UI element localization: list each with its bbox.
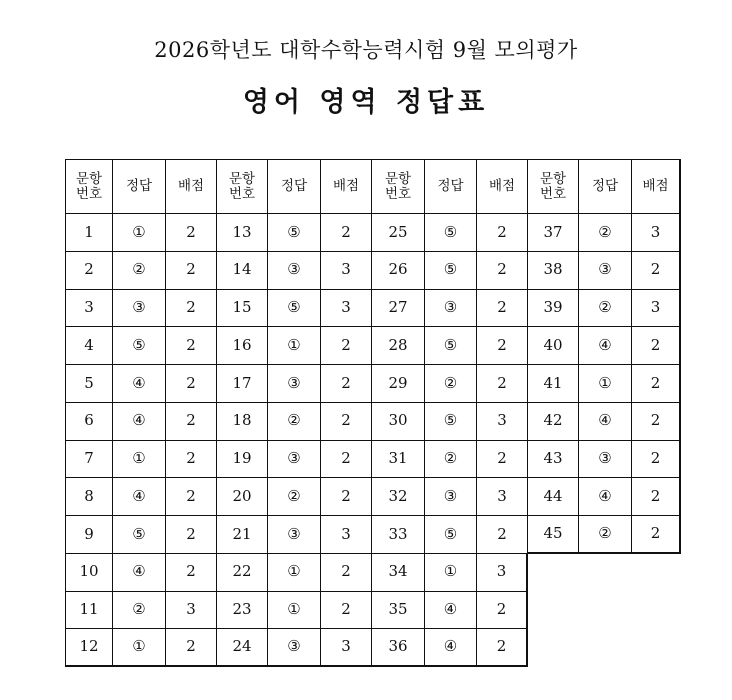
- cell-question-number: 14: [217, 252, 268, 290]
- cell-points: 3: [321, 252, 372, 290]
- cell-question-number: 34: [372, 554, 425, 592]
- cell-points: 2: [477, 214, 528, 252]
- cell-question-number: 41: [528, 365, 579, 403]
- cell-points: 2: [632, 403, 681, 441]
- cell-question-number: 15: [217, 290, 268, 328]
- cell-points: 2: [321, 478, 372, 516]
- cell-question-number: 1: [65, 214, 113, 252]
- cell-points: 2: [166, 629, 217, 667]
- cell-question-number: 31: [372, 441, 425, 479]
- cell-answer: ④: [425, 629, 477, 667]
- cell-answer: ①: [425, 554, 477, 592]
- cell-answer: ④: [113, 403, 166, 441]
- cell-question-number: 43: [528, 441, 579, 479]
- cell-answer: ⑤: [268, 290, 321, 328]
- cell-answer: ②: [579, 290, 632, 328]
- cell-question-number: 36: [372, 629, 425, 667]
- cell-points: 2: [166, 441, 217, 479]
- cell-question-number: 29: [372, 365, 425, 403]
- cell-question-number: 38: [528, 252, 579, 290]
- cell-points: 2: [477, 516, 528, 554]
- cell-points: 2: [321, 327, 372, 365]
- cell-answer: ④: [113, 478, 166, 516]
- cell-question-number: 16: [217, 327, 268, 365]
- page-title: 2026학년도 대학수학능력시험 9월 모의평가: [154, 38, 578, 62]
- cell-question-number: 32: [372, 478, 425, 516]
- cell-points: 2: [166, 403, 217, 441]
- cell-points: 2: [166, 478, 217, 516]
- header-answer: 정답: [425, 159, 477, 214]
- cell-answer: ②: [268, 403, 321, 441]
- cell-answer: ⑤: [425, 403, 477, 441]
- cell-question-number: 20: [217, 478, 268, 516]
- cell-points: 2: [632, 252, 681, 290]
- cell-question-number: 17: [217, 365, 268, 403]
- cell-points: 2: [321, 554, 372, 592]
- cell-answer: ③: [268, 629, 321, 667]
- header-question-number: 문항 번호: [372, 159, 425, 214]
- cell-question-number: 7: [65, 441, 113, 479]
- cell-answer: ⑤: [113, 327, 166, 365]
- cell-question-number: 26: [372, 252, 425, 290]
- page-subtitle: 영어 영역 정답표: [242, 87, 490, 118]
- cell-answer: ③: [268, 365, 321, 403]
- cell-question-number: 25: [372, 214, 425, 252]
- cell-answer: ⑤: [425, 252, 477, 290]
- cell-points: 3: [166, 592, 217, 630]
- header-answer: 정답: [579, 159, 632, 214]
- cell-answer: ⑤: [113, 516, 166, 554]
- cell-question-number: 35: [372, 592, 425, 630]
- cell-question-number: 45: [528, 516, 579, 554]
- cell-question-number: 30: [372, 403, 425, 441]
- cell-points: 3: [321, 629, 372, 667]
- cell-question-number: 18: [217, 403, 268, 441]
- cell-points: 2: [477, 629, 528, 667]
- cell-points: 2: [166, 252, 217, 290]
- cell-answer: ③: [579, 252, 632, 290]
- cell-points: 2: [632, 516, 681, 554]
- header-points: 배점: [632, 159, 681, 214]
- cell-question-number: 44: [528, 478, 579, 516]
- cell-answer: ④: [113, 554, 166, 592]
- cell-points: 2: [477, 290, 528, 328]
- cell-answer: ③: [579, 441, 632, 479]
- cell-answer: ②: [425, 365, 477, 403]
- cell-answer: ⑤: [425, 327, 477, 365]
- cell-answer: ⑤: [425, 516, 477, 554]
- cell-points: 2: [166, 554, 217, 592]
- cell-points: 2: [321, 365, 372, 403]
- cell-answer: ④: [425, 592, 477, 630]
- cell-question-number: 24: [217, 629, 268, 667]
- cell-answer: ②: [579, 516, 632, 554]
- cell-points: 2: [321, 403, 372, 441]
- cell-points: 2: [632, 365, 681, 403]
- cell-answer: ③: [425, 290, 477, 328]
- cell-question-number: 3: [65, 290, 113, 328]
- cell-answer: ③: [268, 441, 321, 479]
- cell-question-number: 11: [65, 592, 113, 630]
- cell-question-number: 6: [65, 403, 113, 441]
- cell-answer: ①: [113, 441, 166, 479]
- cell-points: 2: [477, 592, 528, 630]
- header-answer: 정답: [113, 159, 166, 214]
- cell-question-number: 4: [65, 327, 113, 365]
- cell-question-number: 23: [217, 592, 268, 630]
- cell-question-number: 13: [217, 214, 268, 252]
- cell-answer: ①: [268, 554, 321, 592]
- cell-question-number: 28: [372, 327, 425, 365]
- cell-question-number: 33: [372, 516, 425, 554]
- cell-question-number: 12: [65, 629, 113, 667]
- cell-points: 3: [321, 516, 372, 554]
- header-answer: 정답: [268, 159, 321, 214]
- cell-points: 3: [477, 478, 528, 516]
- cell-answer: ①: [268, 592, 321, 630]
- cell-points: 2: [632, 441, 681, 479]
- cell-points: 2: [477, 441, 528, 479]
- cell-answer: ②: [113, 592, 166, 630]
- cell-points: 2: [166, 290, 217, 328]
- cell-question-number: 27: [372, 290, 425, 328]
- cell-answer: ①: [113, 629, 166, 667]
- cell-question-number: 9: [65, 516, 113, 554]
- cell-points: 2: [166, 365, 217, 403]
- cell-points: 3: [632, 214, 681, 252]
- cell-answer: ①: [113, 214, 166, 252]
- cell-points: 2: [632, 327, 681, 365]
- cell-question-number: 40: [528, 327, 579, 365]
- cell-answer: ①: [268, 327, 321, 365]
- cell-answer: ③: [113, 290, 166, 328]
- cell-answer: ④: [579, 478, 632, 516]
- cell-points: 2: [166, 516, 217, 554]
- header-points: 배점: [166, 159, 217, 214]
- cell-points: 2: [166, 327, 217, 365]
- header-question-number: 문항 번호: [65, 159, 113, 214]
- cell-answer: ⑤: [425, 214, 477, 252]
- cell-answer: ②: [425, 441, 477, 479]
- cell-question-number: 39: [528, 290, 579, 328]
- cell-points: 2: [321, 441, 372, 479]
- cell-points: 2: [477, 252, 528, 290]
- cell-answer: ②: [113, 252, 166, 290]
- cell-points: 2: [166, 214, 217, 252]
- cell-question-number: 8: [65, 478, 113, 516]
- cell-answer: ⑤: [268, 214, 321, 252]
- cell-question-number: 19: [217, 441, 268, 479]
- header-question-number: 문항 번호: [528, 159, 579, 214]
- cell-answer: ③: [268, 516, 321, 554]
- cell-points: 3: [477, 403, 528, 441]
- cell-points: 3: [477, 554, 528, 592]
- cell-answer: ①: [579, 365, 632, 403]
- cell-points: 2: [321, 592, 372, 630]
- header-points: 배점: [477, 159, 528, 214]
- cell-answer: ②: [579, 214, 632, 252]
- cell-question-number: 21: [217, 516, 268, 554]
- cell-question-number: 10: [65, 554, 113, 592]
- cell-question-number: 5: [65, 365, 113, 403]
- cell-answer: ③: [268, 252, 321, 290]
- cell-answer: ③: [425, 478, 477, 516]
- answer-key-table: [65, 159, 681, 667]
- cell-points: 2: [321, 214, 372, 252]
- cell-question-number: 42: [528, 403, 579, 441]
- cell-points: 2: [477, 327, 528, 365]
- cell-question-number: 37: [528, 214, 579, 252]
- cell-answer: ④: [113, 365, 166, 403]
- cell-points: 2: [477, 365, 528, 403]
- cell-answer: ④: [579, 327, 632, 365]
- header-points: 배점: [321, 159, 372, 214]
- cell-points: 2: [632, 478, 681, 516]
- header-question-number: 문항 번호: [217, 159, 268, 214]
- cell-points: 3: [632, 290, 681, 328]
- cell-points: 3: [321, 290, 372, 328]
- cell-question-number: 2: [65, 252, 113, 290]
- cell-answer: ④: [579, 403, 632, 441]
- cell-answer: ②: [268, 478, 321, 516]
- cell-question-number: 22: [217, 554, 268, 592]
